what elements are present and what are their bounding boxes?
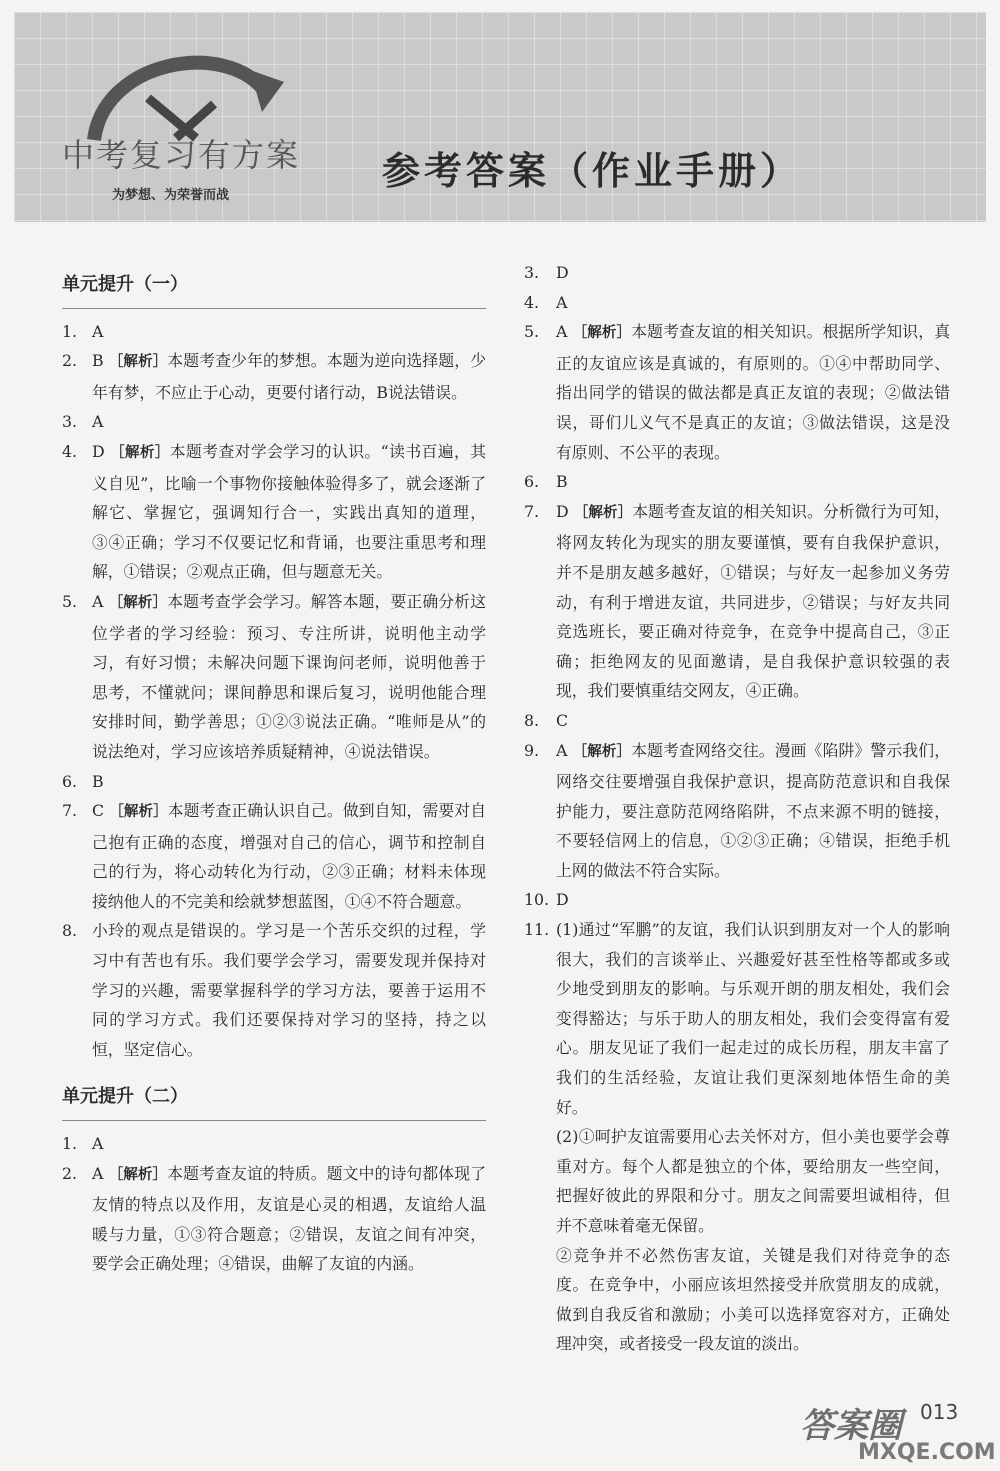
answer-item <box>524 317 950 467</box>
watermark-logo: 答案圈 <box>800 1406 902 1446</box>
answer-item <box>524 1122 950 1240</box>
page-title: 参考答案（作业手册） <box>382 149 803 193</box>
answer-item <box>62 317 486 347</box>
item-number: 10. <box>524 890 550 910</box>
item-number: 6. <box>62 771 78 791</box>
answer-choice: B <box>92 351 109 371</box>
watermark-url: MXQE.COM <box>858 1440 996 1465</box>
answer-choice: A <box>92 321 104 341</box>
answer-text: 本题考查友谊的特质。题文中的诗句都体现了友情的特点以及作用，友谊是心灵的相遇，友谊给人温暖与力量，①③符合题意；②错误，友谊之间有冲突，要学会正确处理；④错误，曲解了友谊的内涵。 <box>92 1163 486 1274</box>
brand-name: 中考复习有方案 <box>62 136 301 174</box>
answer-text: 本题考查少年的梦想。本题为逆向选择题，少年有梦，不应止于心动，更要付诸行动，B说法错误。 <box>92 351 486 402</box>
item-number: 3. <box>524 263 540 282</box>
item-number: 1. <box>62 1134 78 1154</box>
item-number: 7. <box>62 801 78 821</box>
answer-choice: C <box>92 801 110 821</box>
item-number: 11. <box>524 920 550 940</box>
answer-choice: A <box>92 412 104 432</box>
answer-text: 本题考查对学会学习的认识。“读书百遍，其义自见”，比喻一个事物你接触体验得多了，就会逐渐了解它、掌握它，强调知行合一，实践出真知的道理，③④正确；学习不仅要记忆和背诵，也要注重思考和理解，①错误；②观点正确，但与题意无关。 <box>92 441 487 582</box>
analysis-tag: ［解析］ <box>108 594 168 611</box>
brand-slogan: 为梦想、为荣誉而战 <box>112 188 230 203</box>
answer-choice: B <box>92 771 104 791</box>
answer-choice: D <box>556 263 569 282</box>
page-number: 013 <box>920 1400 959 1424</box>
item-number: 5. <box>62 591 78 611</box>
answer-text: (2)①呵护友谊需要用心去关怀对方，但小美也要学会尊重对方。每个人都是独立的个体，要给朋友一些空间，把握好彼此的界限和分寸。朋友之间需要坦诚相待，但并不意味着毫无保留。 <box>556 1127 950 1235</box>
unit1-answer-list <box>62 317 486 1065</box>
section-title-unit1: 单元提升（一） <box>62 258 486 309</box>
answer-choice: A <box>556 292 568 312</box>
item-number: 3. <box>62 412 78 432</box>
answer-text: 本题考查友谊的相关知识。分析微行为可知，将网友转化为现实的朋友要谨慎，要有自我保护意识，并不是朋友越多越好，①错误；与好友一起参加义务劳动，有利于增进友谊，共同进步，②错误；与好友共同竞选班长，要正确对待竞争，在竞争中提高自己，③正确；拒绝网友的见面邀请，是自我保护意识较强的表现，我们要慎重结交网友，④正确。 <box>556 501 951 701</box>
section-title-unit2: 单元提升（二） <box>62 1070 486 1121</box>
answer-item <box>524 706 950 736</box>
answer-choice: A <box>92 591 109 611</box>
answer-choice: D <box>556 501 574 521</box>
answer-item <box>62 407 486 437</box>
right-column <box>524 258 950 1359</box>
answer-item <box>62 1129 486 1159</box>
answer-choice: B <box>556 472 568 492</box>
analysis-tag: ［解析］ <box>572 325 632 342</box>
answer-choice: C <box>556 710 569 730</box>
item-number: 2. <box>62 351 78 371</box>
answer-item <box>524 915 950 1122</box>
answer-item <box>62 767 486 797</box>
answer-item <box>524 885 950 915</box>
header-banner <box>14 12 986 222</box>
answer-item <box>62 796 486 916</box>
item-number: 1. <box>62 321 78 341</box>
answer-item <box>524 736 950 886</box>
answer-choice: D <box>556 890 569 910</box>
item-number: 2. <box>62 1163 78 1183</box>
answer-item <box>524 497 950 706</box>
answer-item <box>62 437 486 587</box>
item-number: 8. <box>62 921 78 941</box>
answer-text: (1)通过“军鹏”的友谊，我们认识到朋友对一个人的影响很大，我们的言谈举止、兴趣爱好甚至性格等都或多或少地受到朋友的影响。与乐观开朗的朋友相处，我们会变得豁达；与乐于助人的朋友相处，我们会变得富有爱心。朋友见证了我们一起走过的成长历程，朋友丰富了我们的生活经验，友谊让我们更深刻地体悟生命的美好。 <box>556 920 950 1117</box>
answer-text: 本题考查网络交往。漫画《陷阱》警示我们，网络交往要增强自我保护意识，提高防范意识和自我保护能力，要注意防范网络陷阱，不点来源不明的链接，不要轻信网上的信息，①②③正确；④错误，拒绝手机上网的做法不符合实际。 <box>556 740 950 880</box>
answer-item <box>524 258 950 288</box>
item-number: 8. <box>524 710 540 730</box>
answer-choice: A <box>556 322 573 342</box>
item-number: 4. <box>62 441 78 461</box>
analysis-tag: ［解析］ <box>572 743 632 760</box>
answer-text: ②竞争并不必然伤害友谊，关键是我们对待竞争的态度。在竞争中，小丽应该坦然接受并欣赏朋友的成就，做到自我反省和激励；小美可以选择宽容对方，正确处理冲突，或者接受一段友谊的淡出。 <box>556 1245 950 1354</box>
right-answer-list <box>524 258 950 1359</box>
answer-text: 本题考查友谊的相关知识。根据所学知识，真正的友谊应该是真诚的，有原则的。①④中帮助同学、指出同学的错误的做法都是真正友谊的表现；②做法错误，哥们儿义气不是真正的友谊；③做法错误，这是没有原则、不公平的表现。 <box>556 322 950 462</box>
answer-item <box>524 288 950 318</box>
analysis-tag: ［解析］ <box>573 504 633 521</box>
left-column <box>62 258 486 1279</box>
answer-choice: A <box>556 740 573 760</box>
item-number: 9. <box>524 740 540 760</box>
answer-item <box>62 587 486 767</box>
item-number: 4. <box>524 292 540 312</box>
answer-item <box>524 467 950 497</box>
item-number: 5. <box>524 322 540 342</box>
answer-text: 小玲的观点是错误的。学习是一个苦乐交织的过程，学习中有苦也有乐。我们要学会学习，需要发现并保持对学习的兴趣，需要掌握科学的学习方法，要善于运用不同的学习方式。我们还要保持对学习的坚持，持之以恒，坚定信心。 <box>92 921 486 1059</box>
unit2-answer-list <box>62 1129 486 1279</box>
answer-choice: A <box>92 1134 104 1154</box>
item-number: 7. <box>524 501 540 521</box>
analysis-tag: ［解析］ <box>108 354 168 371</box>
answer-item <box>62 1159 486 1279</box>
analysis-tag: ［解析］ <box>110 444 170 461</box>
answer-item <box>524 1241 950 1359</box>
answer-item <box>62 346 486 407</box>
answer-choice: A <box>92 1163 109 1183</box>
answer-text: 本题考查正确认识自己。做到自知，需要对自己抱有正确的态度，增强对自己的信心，调节和控制自己的行为，将心动转化为行动，②③正确；材料未体现接纳他人的不完美和绘就梦想蓝图，①④不符合题意。 <box>92 801 486 911</box>
item-number: 6. <box>524 472 540 492</box>
analysis-tag: ［解析］ <box>108 1166 168 1183</box>
analysis-tag: ［解析］ <box>109 804 168 821</box>
answer-item <box>62 916 486 1064</box>
answer-choice: D <box>92 441 111 461</box>
answer-text: 本题考查学会学习。解答本题，要正确分析这位学者的学习经验：预习、专注所讲，说明他主动学习，有好习惯；未解决问题下课询问老师，说明他善于思考，不懂就问；课间静思和课后复习，说明他能合理安排时间，勤学善思；①②③说法正确。“唯师是从”的说法绝对，学习应该培养质疑精神，④说法错误。 <box>92 591 486 761</box>
